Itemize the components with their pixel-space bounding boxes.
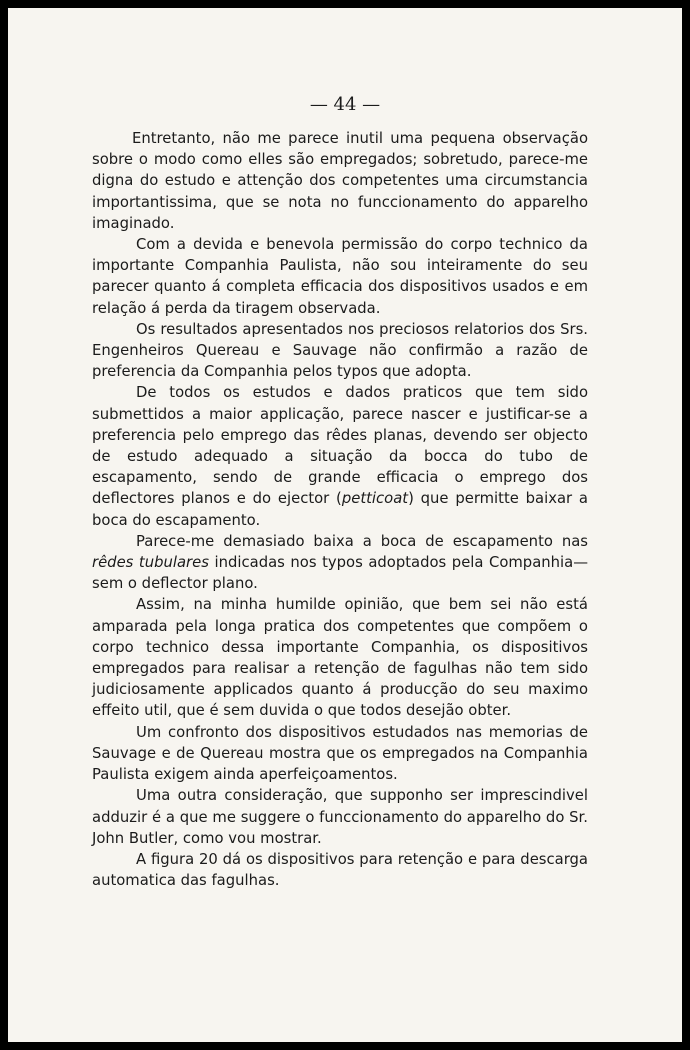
italic-term: petticoat [341,490,409,508]
paragraph-text: indicadas nos typos adoptados pela Companhia—sem o deflector plano. [92,554,588,593]
paragraph: Um confronto dos dispositivos estudados nas memorias de Sauvage e de Quereau mostra que os empregados na Companhia Paulista exigem ainda aperfeiçoamentos. [92,723,588,784]
paragraph-text: ) que permitte baixar a boca do escapamento. [92,490,588,529]
paragraph: Uma outra consideração, que supponho ser imprescindivel adduzir é a que me suggere o funccionamento do apparelho do Sr. John Butler, como vou mostrar. [92,787,588,847]
paragraph-text: Parece-me demasiado baixa a boca de escapamento nas [136,532,588,550]
body-text [92,128,588,891]
paragraph [92,382,588,530]
paragraph: Assim, na minha humilde opinião, que bem sei não está amparada pela longa pratica dos competentes que compõem o corpo technico dessa importante Companhia, os dispositivos empregados para realisar a retenção de fagulhas não tem sido judiciosamente applicados quanto á producção do seu maximo effeito util, que é sem duvida o que todos desejão obter. [92,596,588,720]
page-number: — 44 — [309,94,381,115]
book-page [8,8,682,1042]
paragraph: A figura 20 dá os dispositivos para retenção e para descarga automatica das fagulhas. [92,850,588,890]
paragraph: Os resultados apresentados nos preciosos relatorios dos Srs. Engenheiros Quereau e Sauvage não confirmão a razão de preferencia da Companhia pelos typos que adopta. [92,320,588,381]
italic-term: rêdes tubulares [92,554,209,572]
paragraph-text: De todos os estudos e dados praticos que tem sido submettidos a maior applicação, parece nascer e justificar-se a preferencia pelo emprego das rêdes planas, devendo ser objecto de estudo adequado a situação da bocca do tubo de escapamento, sendo de grande efficacia o emprego dos deflectores planos e do ejector ( [92,384,588,508]
paragraph: Com a devida e benevola permissão do corpo technico da importante Companhia Paulista, não sou inteiramente do seu parecer quanto á completa efficacia dos dispositivos usados e em relação á perda da tiragem observada. [92,236,588,317]
paragraph [92,531,588,595]
paragraph: Entretanto, não me parece inutil uma pequena observação sobre o modo como elles são empregados; sobretudo, parece-me digna do estudo e attenção dos competentes uma circumstancia importantissima, que se nota no funccionamento do apparelho imaginado. [92,130,588,232]
